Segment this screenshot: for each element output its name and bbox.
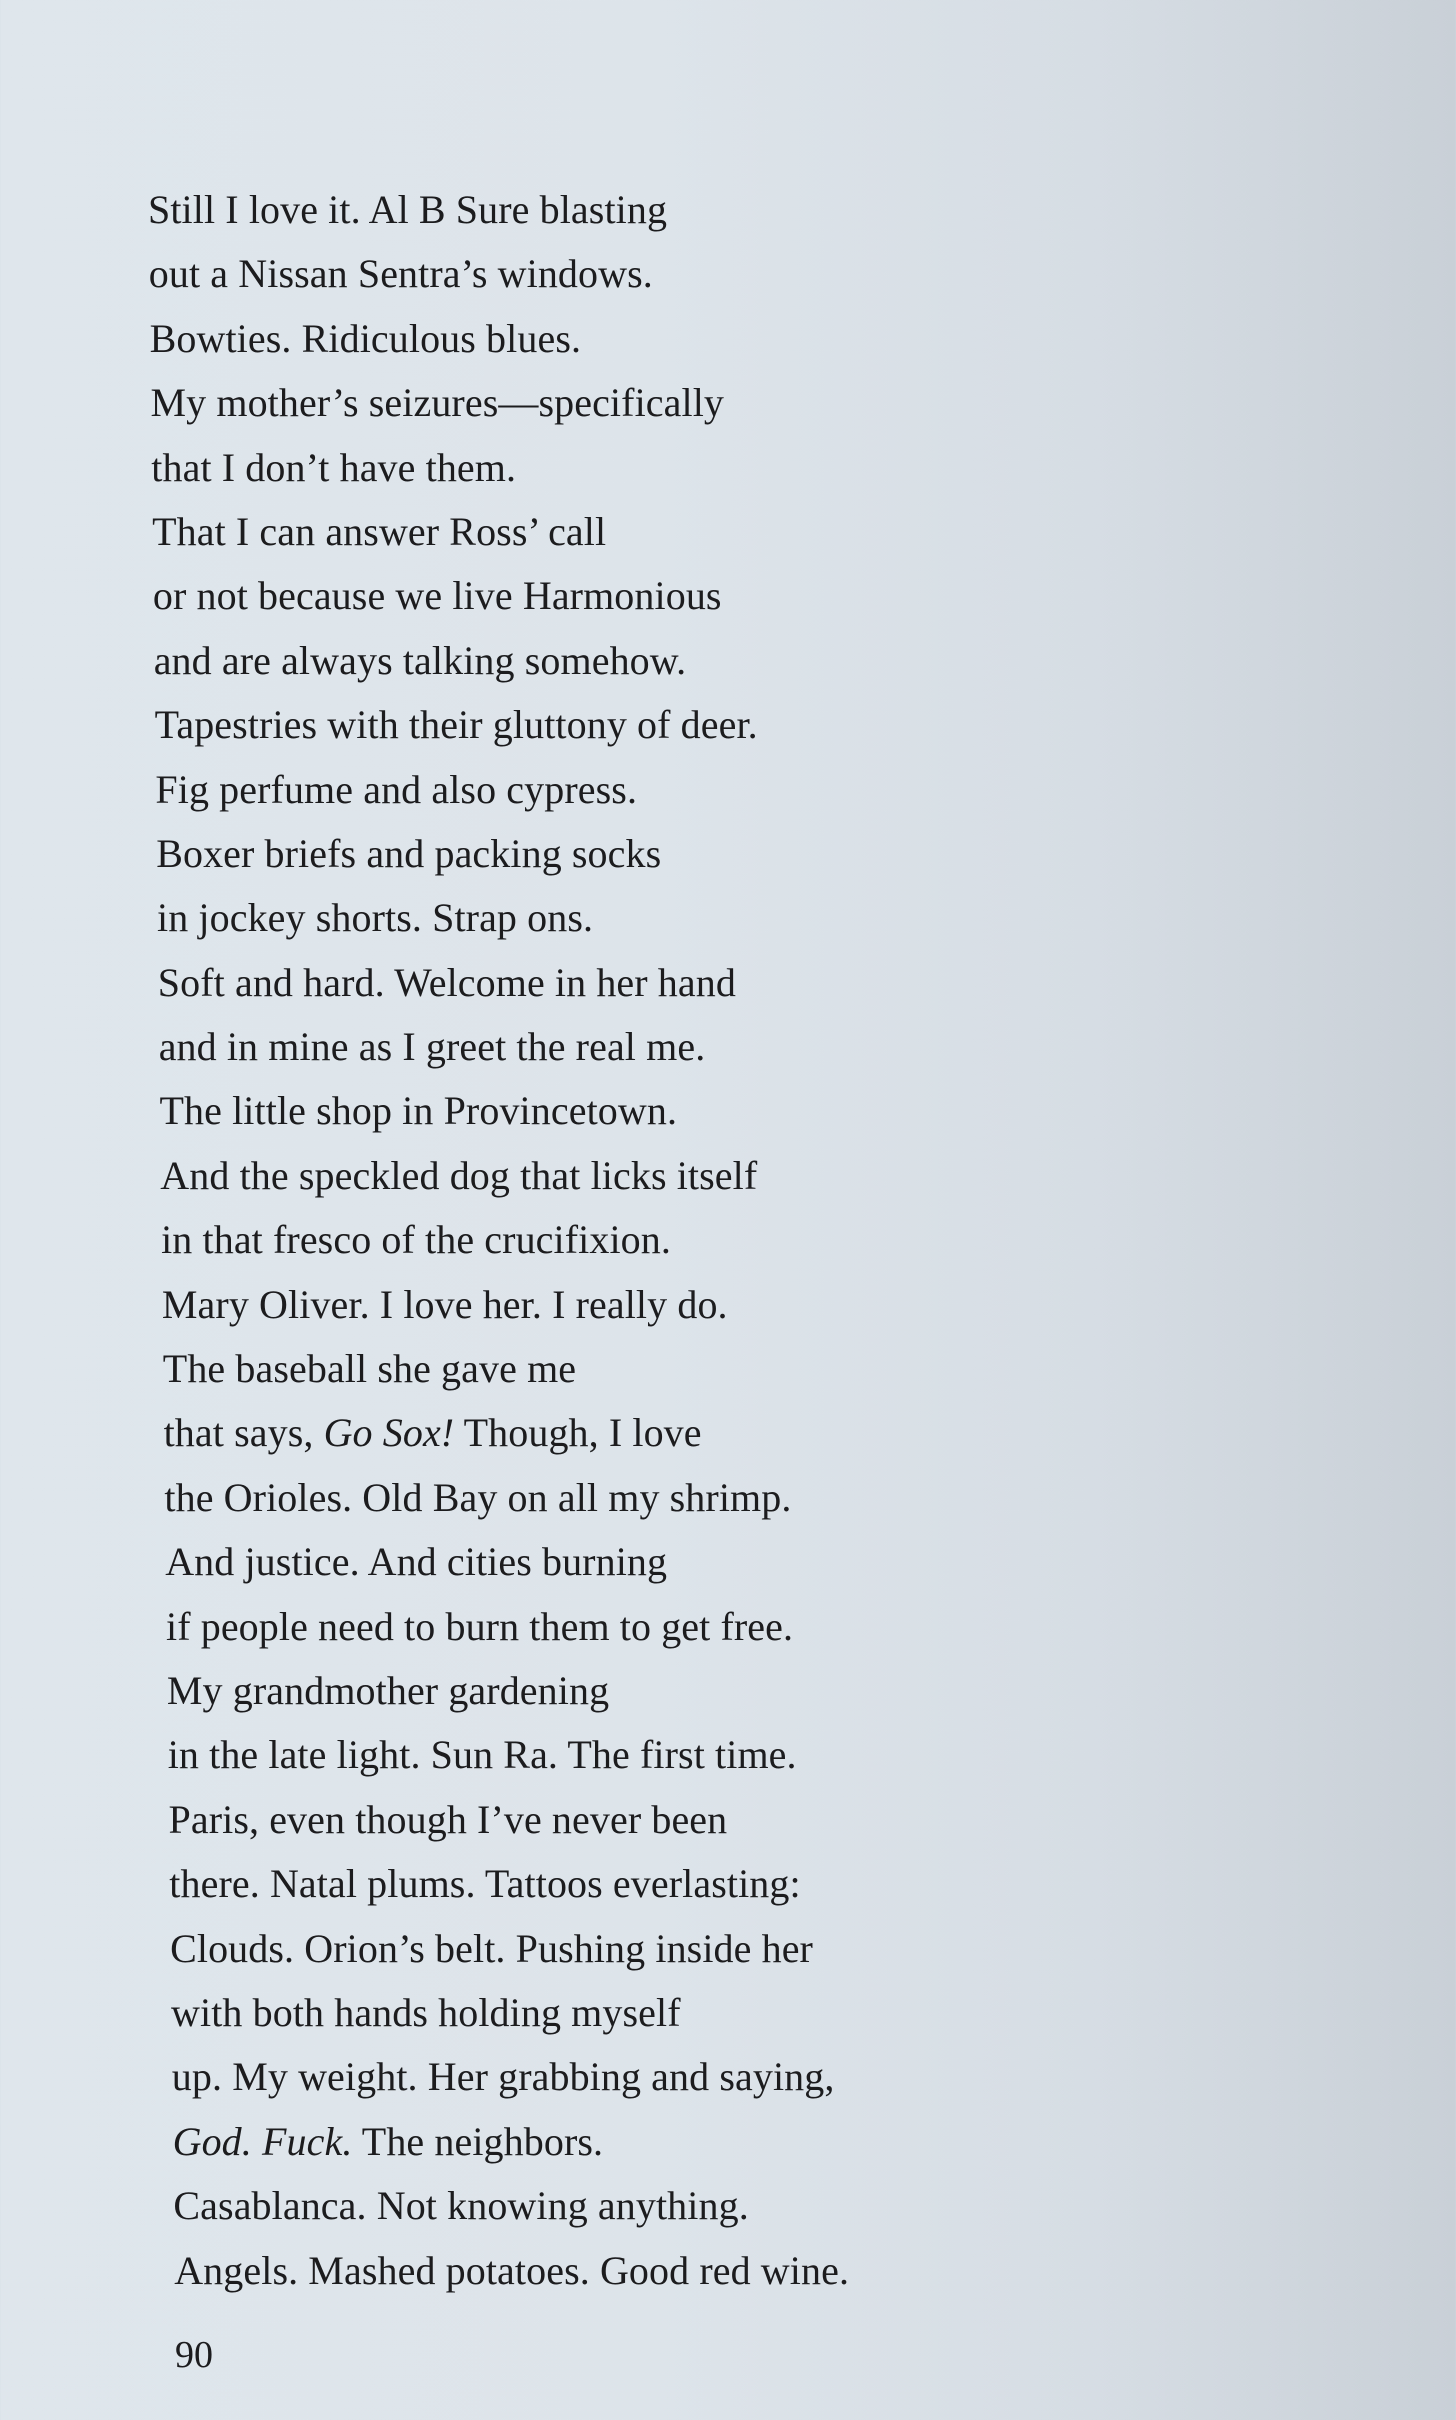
poem-line: My grandmother gardening bbox=[166, 1667, 610, 1713]
poem-line: Bowties. Ridiculous blues. bbox=[149, 315, 582, 361]
poem-line: out a Nissan Sentra’s windows. bbox=[148, 251, 653, 297]
poem-line: and are always talking somehow. bbox=[153, 637, 687, 683]
poem-line: or not because we live Harmonious bbox=[152, 573, 722, 619]
poem-line: and in mine as I greet the real me. bbox=[158, 1024, 706, 1070]
poem-line: that I don’t have them. bbox=[151, 444, 517, 490]
poem-line: Soft and hard. Welcome in her hand bbox=[157, 959, 736, 1005]
poem-line: in that fresco of the crucifixion. bbox=[161, 1217, 671, 1263]
poem-line: Paris, even though I’ve never been bbox=[168, 1796, 728, 1842]
poem-line bbox=[148, 2110, 1148, 2174]
poem-line-italic-text: God. Fuck. bbox=[172, 2118, 353, 2164]
poem-line: My mother’s seizures—specifically bbox=[150, 380, 725, 426]
poem-text bbox=[148, 178, 1148, 2303]
poem-line: The little shop in Provincetown. bbox=[159, 1088, 678, 1134]
poem-line: The baseball she gave me bbox=[162, 1346, 577, 1392]
poem-line: with both hands holding myself bbox=[171, 1989, 681, 2035]
poem-line-text: The neighbors. bbox=[352, 2118, 604, 2164]
poem-line: Mary Oliver. I love her. I really do. bbox=[161, 1281, 728, 1327]
poem-line: if people need to burn them to get free. bbox=[166, 1603, 794, 1649]
page-number: 90 bbox=[175, 2334, 213, 2376]
poem-line: the Orioles. Old Bay on all my shrimp. bbox=[164, 1474, 792, 1520]
poem-line: And justice. And cities burning bbox=[165, 1539, 668, 1585]
poem-line: in the late light. Sun Ra. The first time. bbox=[167, 1732, 797, 1778]
poem-line-text: that says, bbox=[163, 1410, 324, 1456]
poem-line: Tapestries with their gluttony of deer. bbox=[154, 702, 758, 748]
poem-line: Still I love it. Al B Sure blasting bbox=[148, 187, 668, 232]
poem-line: That I can answer Ross’ call bbox=[152, 508, 607, 554]
poem-line: Casablanca. Not knowing anything. bbox=[173, 2183, 749, 2229]
poem-line: up. My weight. Her grabbing and saying, bbox=[171, 2054, 835, 2100]
poem-line: in jockey shorts. Strap ons. bbox=[157, 895, 594, 941]
poem-line: Boxer briefs and packing socks bbox=[156, 830, 662, 876]
poem-line: there. Natal plums. Tattoos everlasting: bbox=[169, 1861, 801, 1907]
poem-line-italic-text: Go Sox! bbox=[323, 1410, 455, 1456]
poem-line-text: Though, I love bbox=[454, 1410, 702, 1456]
poem-line bbox=[148, 1401, 1148, 1465]
poem-line: And the speckled dog that licks itself bbox=[160, 1152, 758, 1198]
poem-line: Clouds. Orion’s belt. Pushing inside her bbox=[170, 1925, 813, 1971]
poem-line: Fig perfume and also cypress. bbox=[155, 766, 638, 812]
poem-line: Angels. Mashed potatoes. Good red wine. bbox=[174, 2247, 850, 2293]
